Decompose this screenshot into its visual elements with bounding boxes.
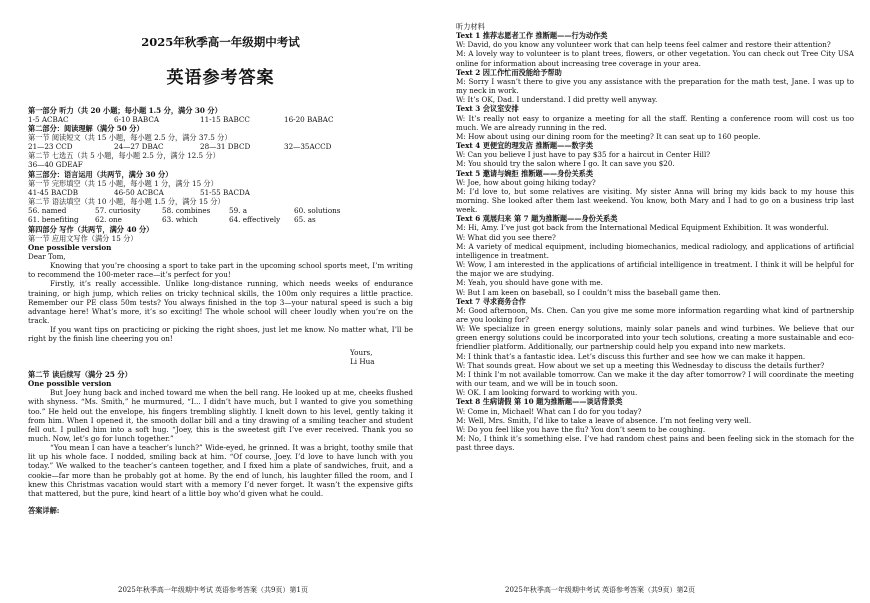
answer-group: 6-10 BABCA <box>114 114 160 124</box>
grammar-answer: 60. solutions <box>294 206 341 216</box>
dialogue-line: M: A variety of medical equipment, including biomechanics, medical radiology, and applications of artificial intelligence in treatment. <box>456 241 854 260</box>
grammar-answer: 64. effectively <box>229 215 281 225</box>
answer-group: 11-15 BABCC <box>200 114 250 124</box>
part1-answers <box>28 115 413 124</box>
part2-section2-heading: 第二节 七选五（共 5 小题，每小题 2.5 分，满分 12.5 分） <box>28 151 220 161</box>
grammar-answer: 59. a <box>229 206 248 216</box>
part3-section1-heading: 第一节 完形填空（共 15 小题，每小题 1 分，满分 15 分） <box>28 178 218 188</box>
explanation-heading: 答案详解: <box>28 506 60 516</box>
grammar-answers-row1 <box>28 206 413 215</box>
answer-group: 16-20 BABAC <box>284 114 334 124</box>
page-left <box>28 22 413 515</box>
transcript-heading: Text 2 因工作忙而没能给予帮助 <box>456 67 562 77</box>
transcript-list <box>456 31 854 452</box>
page-right <box>456 22 854 452</box>
transcript-heading: Text 4 更便宜的理发店 推断题——数字类 <box>456 141 594 151</box>
dialogue-line: M: I think that’s a fantastic idea. Let’s discuss this further and see how we can make it happen. <box>456 351 806 361</box>
answer-group: 24—27 DBAC <box>114 142 164 152</box>
grammar-answer: 65. as <box>294 215 316 225</box>
essay-paragraph: Firstly, it’s really accessible. Unlike long-distance running, which needs weeks of endurance training, or high jump, which relies on tricky technical skills, the 100m only requires a little practice. Remember our PE class 50m tests? You always finished in the top 3—your natural speed is such a big advantage here! What’s more, it’s so exciting! The whole school will cheer loudly when you’re on the track. <box>28 279 413 326</box>
grammar-answer: 56. named <box>28 206 67 216</box>
transcript-heading: Text 6 观展归来 第 7 题为推断题——身份关系类 <box>456 214 618 224</box>
part4-heading: 第四部分 写作（共两节，满分 40 分） <box>28 224 154 234</box>
dialogue-line: W: What did you see there? <box>456 232 556 242</box>
transcript-heading: Text 7 寻求商务合作 <box>456 296 526 306</box>
transcript-heading: Text 5 邀请与婉拒 推断题——身份关系类 <box>456 168 594 178</box>
answer-group: 28—31 DBCD <box>200 142 251 152</box>
dialogue-line: W: Joe, how about going hiking today? <box>456 177 596 187</box>
dialogue-line: M: Yeah, you should have gone with me. <box>456 278 603 288</box>
transcript-heading: Text 3 会议室安排 <box>456 104 519 114</box>
letter-closing: Yours, <box>350 347 373 357</box>
part4-section1-heading: 第一节 应用文写作（满分 15 分） <box>28 233 138 243</box>
part2-section1-answers <box>28 142 413 151</box>
dialogue-line: W: We specialize in green energy solutions, mainly solar panels and wind turbines. We believe that our green energy solutions could be incorporated into your tech solutions, creating a more sustainable and eco-friendlier platform. Additionally, our partnership could help you expand into new markets. <box>456 324 854 352</box>
grammar-answer: 62. one <box>95 215 122 225</box>
grammar-answer: 63. which <box>162 215 198 225</box>
answer-key-title: 英语参考答案 <box>166 67 275 88</box>
answer-group: 32—35ACCD <box>284 142 332 152</box>
transcript-heading: Text 1 推荐志愿者工作 推断题——行为动作类 <box>456 31 608 41</box>
dialogue-line: W: Wow, I am interested in the applications of artificial intelligence in treatment. I think it will be helpful for the major we are studying. <box>456 260 854 279</box>
dialogue-line: M: I’d love to, but some relatives are visiting. My sister Anna will bring my kids back to my house this morning. She looked after them last weekend. You know, both Mary and I had to go on a business trip last week. <box>456 186 854 215</box>
dialogue-line: W: That sounds great. How about we set up a meeting this Wednesday to discuss the details further? <box>456 360 825 370</box>
dialogue-line: W: Come in, Michael! What can I do for you today? <box>456 406 642 416</box>
continuation-paragraph: “You mean I can have a teacher’s lunch?” Wide-eyed, he grinned. It was a bright, toothy smile that lit up his whole face. I nodded, smiling back at him. “Of course, Joey. I’d love to have lunch with you today.” We walked to the teacher’s canteen together, and I fixed him a plate of sandwiches, fruit, and a cookie—far more than he probably got at home. By the end of lunch, his laughter filled the room, and I knew this Christmas vacation would start with a memory I’d never forget. It wasn’t the expensive gifts that mattered, but the pure, kind heart of a little boy who’d given what he could. <box>28 443 413 498</box>
part2-section2-answers: 36—40 GDEAF <box>28 160 83 170</box>
letter-salutation: Dear Tom, <box>28 252 66 261</box>
dialogue-line: M: No, I think it’s something else. I’ve had random chest pains and been feeling sick in the stomach for the past three days. <box>456 434 854 453</box>
dialogue-line: W: But I am keen on baseball, so I couldn’t miss the baseball game then. <box>456 287 721 297</box>
dialogue-line: W: David, do you know any volunteer work that can help teens feel calmer and restore their attention? <box>456 40 831 50</box>
page-footer-left: 2025年秋季高一年级期中考试 英语参考答案（共9页）第1页 <box>118 586 308 594</box>
answer-group: 46-50 ACBCA <box>114 187 164 197</box>
answer-group: 41-45 BACDB <box>28 187 79 197</box>
dialogue-line: M: How about using our dining room for the meeting? It can seat up to 160 people. <box>456 131 761 141</box>
exam-title: 2025年秋季高一年级期中考试 <box>141 34 300 49</box>
grammar-answer: 57. curiosity <box>95 206 141 216</box>
grammar-answer: 61. benefiting <box>28 215 79 225</box>
version-label: One possible version <box>28 379 112 389</box>
essay-paragraph: If you want tips on practicing or picking the right shoes, just let me know. No matter what, I’ll be right by the finish line cheering you on! <box>28 325 413 344</box>
continuation-paragraph: But Joey hung back and inched toward me when the bell rang. He looked up at me, cheeks flushed with shyness. “Ms. Smith,” he murmured, “I... I didn’t have much, but I wanted to give you something too.” He held out the envelope, his fingers trembling slightly. I knelt down to his level, gently taking it from him. When I opened it, the smooth dollar bill and a tiny drawing of a smiling teacher and student fell out. I pulled him into a soft hug. “Joey, this is the sweetest gift I’ve ever received. Thank you so much. Now, let’s go for lunch together.” <box>28 388 413 443</box>
dialogue-line: W: It’s OK, Dad. I understand. I did pretty well anyway. <box>456 95 658 105</box>
transcript-heading: Text 8 生病请假 第 10 题为推断题——谈话背景类 <box>456 397 623 407</box>
dialogue-line: W: It’s really not easy to organize a meeting for all the staff. Renting a conference room will cost us too much. We are already running in the red. <box>456 113 854 132</box>
part2-heading: 第二部分：阅读理解（满分 50 分） <box>28 123 144 133</box>
dialogue-line: M: Good afternoon, Ms. Chen. Can you give me some more information regarding what kind of partnership are you looking for? <box>456 305 854 324</box>
grammar-answer: 58. combines <box>162 206 211 216</box>
part3-heading: 第三部分：语言运用（共两节，满分 30 分） <box>28 169 173 179</box>
essay-paragraph: Knowing that you’re choosing a sport to take part in the upcoming school sports meet, I’m writing to recommend the 100-meter race—it’s perfect for you! <box>28 261 413 280</box>
dialogue-line: W: OK. I am looking forward to working with you. <box>456 388 638 398</box>
letter-signer: Li Hua <box>350 356 375 366</box>
page-footer-right: 2025年秋季高一年级期中考试 英语参考答案（共9页）第2页 <box>505 586 695 594</box>
part2-section1-heading: 第一节 阅读短文（共 15 小题，每小题 2.5 分，满分 37.5 分） <box>28 132 232 142</box>
answer-group: 51-55 BACDA <box>200 187 250 197</box>
dialogue-line: M: A lovely way to volunteer is to plant trees, flowers, or other vegetation. You can check out Tree City USA online for information about increasing tree coverage in your area. <box>456 49 854 68</box>
dialogue-line: M: Sorry I wasn’t there to give you any assistance with the preparation for the math test, Jane. I was up to my neck in work. <box>456 76 854 96</box>
dialogue-line: M: Well, Mrs. Smith, I’d like to take a leave of absence. I’m not feeling very well. <box>456 415 752 425</box>
listening-material-heading: 听力材料 <box>456 22 485 31</box>
dialogue-line: M: You should try the salon where I go. It can save you $20. <box>456 159 675 169</box>
dialogue-line: W: Do you feel like you have the flu? You don’t seem to be coughing. <box>456 424 706 434</box>
version-label: One possible version <box>28 242 112 252</box>
part4-section2-heading: 第二节 读后续写（满分 25 分） <box>28 369 132 379</box>
part3-section1-answers <box>28 188 413 197</box>
answer-group: 21—23 CCD <box>28 142 73 152</box>
dialogue-line: M: Hi, Amy. I’ve just got back from the International Medical Equipment Exhibition. It was wonderful. <box>456 223 829 233</box>
part1-heading: 第一部分 听力（共 20 小题；每小题 1.5 分，满分 30 分） <box>28 105 222 115</box>
dialogue-line: W: Can you believe I just have to pay $35 for a haircut in Center Hill? <box>456 150 711 160</box>
part3-section2-heading: 第二节 语法填空（共 10 小题，每小题 1.5 分，满分 15 分） <box>28 197 225 207</box>
grammar-answers-row2 <box>28 215 413 224</box>
dialogue-line: M: I think I’m not available tomorrow. Can we make it the day after tomorrow? I will coordinate the meeting with our team, and we will be in touch soon. <box>456 369 854 389</box>
answer-group: 1-5 ACBAC <box>28 114 69 124</box>
